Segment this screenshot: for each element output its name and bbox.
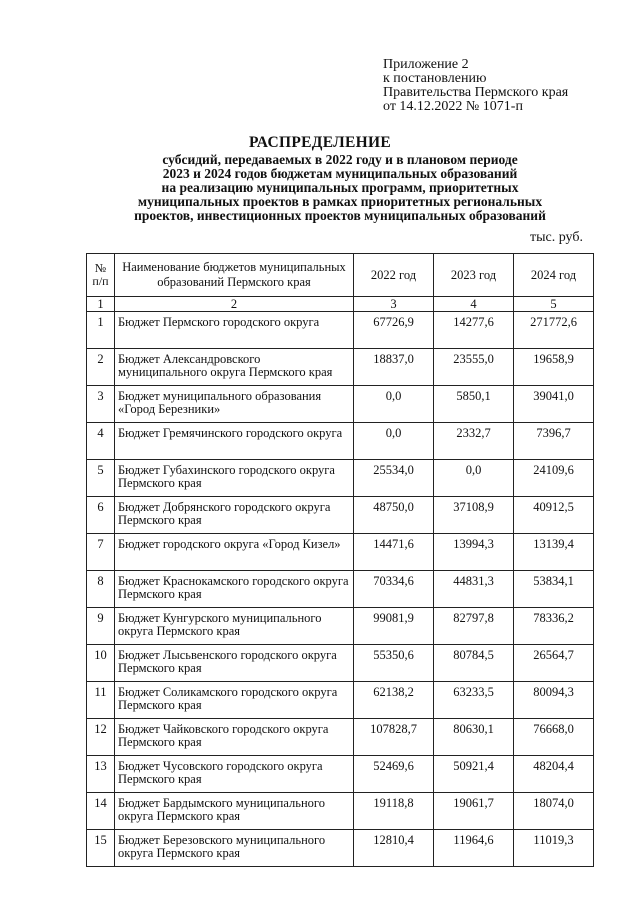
column-number: 5 xyxy=(514,297,594,312)
table-body xyxy=(87,312,594,867)
row-value-2022: 18837,0 xyxy=(354,349,434,386)
row-budget-name: Бюджет Лысьвенского городского округа Пермского края xyxy=(115,645,354,682)
row-number: 2 xyxy=(87,349,115,386)
table-row xyxy=(87,497,594,534)
row-budget-name: Бюджет Чусовского городского округа Пермского края xyxy=(115,756,354,793)
row-value-2022: 70334,6 xyxy=(354,571,434,608)
row-budget-name: Бюджет Гремячинского городского округа xyxy=(115,423,354,460)
row-budget-name: Бюджет Краснокамского городского округа Пермского края xyxy=(115,571,354,608)
table-row xyxy=(87,793,594,830)
row-budget-name: Бюджет Губахинского городского округа Пермского края xyxy=(115,460,354,497)
row-number: 3 xyxy=(87,386,115,423)
column-number: 1 xyxy=(87,297,115,312)
row-number: 13 xyxy=(87,756,115,793)
row-number: 11 xyxy=(87,682,115,719)
row-value-2024: 80094,3 xyxy=(514,682,594,719)
row-value-2024: 19658,9 xyxy=(514,349,594,386)
appendix-line-3: Правительства Пермского края xyxy=(383,85,569,100)
table-row xyxy=(87,460,594,497)
row-number: 5 xyxy=(87,460,115,497)
row-budget-name: Бюджет Соликамского городского округа Пермского края xyxy=(115,682,354,719)
subtitle-line: проектов, инвестиционных проектов муниципальных образований xyxy=(134,208,546,223)
subtitle-line: 2023 и 2024 годов бюджетам муниципальных образований xyxy=(162,166,518,181)
units-label: тыс. руб. xyxy=(530,230,583,245)
table-row xyxy=(87,349,594,386)
header-2023: 2023 год xyxy=(434,254,514,297)
row-value-2024: 76668,0 xyxy=(514,719,594,756)
row-value-2023: 0,0 xyxy=(434,460,514,497)
row-number: 1 xyxy=(87,312,115,349)
row-value-2024: 271772,6 xyxy=(514,312,594,349)
row-value-2022: 67726,9 xyxy=(354,312,434,349)
row-value-2022: 62138,2 xyxy=(354,682,434,719)
row-value-2023: 80784,5 xyxy=(434,645,514,682)
row-value-2023: 2332,7 xyxy=(434,423,514,460)
row-value-2024: 7396,7 xyxy=(514,423,594,460)
row-value-2024: 39041,0 xyxy=(514,386,594,423)
table-row xyxy=(87,719,594,756)
table-row xyxy=(87,386,594,423)
row-value-2024: 13139,4 xyxy=(514,534,594,571)
document-subtitle xyxy=(90,153,590,223)
column-number: 2 xyxy=(115,297,354,312)
distribution-table xyxy=(86,253,594,867)
appendix-line-4: от 14.12.2022 № 1071-п xyxy=(383,99,523,114)
column-number: 4 xyxy=(434,297,514,312)
row-number: 10 xyxy=(87,645,115,682)
row-number: 15 xyxy=(87,830,115,867)
row-value-2022: 99081,9 xyxy=(354,608,434,645)
appendix-line-1: Приложение 2 xyxy=(383,57,469,72)
row-value-2024: 26564,7 xyxy=(514,645,594,682)
row-value-2023: 37108,9 xyxy=(434,497,514,534)
header-2024: 2024 год xyxy=(514,254,594,297)
row-value-2023: 5850,1 xyxy=(434,386,514,423)
row-number: 12 xyxy=(87,719,115,756)
row-budget-name: Бюджет муниципального образования «Город Березники» xyxy=(115,386,354,423)
row-budget-name: Бюджет Добрянского городского округа Пермского края xyxy=(115,497,354,534)
header-2022: 2022 год xyxy=(354,254,434,297)
row-value-2023: 19061,7 xyxy=(434,793,514,830)
header-num: № п/п xyxy=(87,254,115,297)
row-budget-name: Бюджет Александровского муниципального округа Пермского края xyxy=(115,349,354,386)
row-value-2023: 82797,8 xyxy=(434,608,514,645)
column-number: 3 xyxy=(354,297,434,312)
row-value-2022: 25534,0 xyxy=(354,460,434,497)
appendix-line-2: к постановлению xyxy=(383,71,487,86)
row-value-2022: 12810,4 xyxy=(354,830,434,867)
row-value-2024: 53834,1 xyxy=(514,571,594,608)
subtitle-line: на реализацию муниципальных программ, приоритетных xyxy=(161,180,519,195)
row-number: 14 xyxy=(87,793,115,830)
row-value-2024: 78336,2 xyxy=(514,608,594,645)
table-row xyxy=(87,423,594,460)
row-value-2023: 13994,3 xyxy=(434,534,514,571)
row-number: 8 xyxy=(87,571,115,608)
row-budget-name: Бюджет Кунгурского муниципального округа Пермского края xyxy=(115,608,354,645)
document-title: РАСПРЕДЕЛЕНИЕ xyxy=(249,134,391,151)
row-value-2022: 0,0 xyxy=(354,386,434,423)
row-value-2022: 52469,6 xyxy=(354,756,434,793)
header-name: Наименование бюджетов муниципальных образований Пермского края xyxy=(115,254,354,297)
row-budget-name: Бюджет городского округа «Город Кизел» xyxy=(115,534,354,571)
row-value-2022: 55350,6 xyxy=(354,645,434,682)
row-budget-name: Бюджет Бардымского муниципального округа Пермского края xyxy=(115,793,354,830)
row-budget-name: Бюджет Пермского городского округа xyxy=(115,312,354,349)
row-number: 7 xyxy=(87,534,115,571)
table-header-row xyxy=(87,254,594,297)
row-value-2024: 40912,5 xyxy=(514,497,594,534)
row-value-2022: 107828,7 xyxy=(354,719,434,756)
appendix-block xyxy=(383,58,568,114)
table-row xyxy=(87,830,594,867)
row-value-2022: 19118,8 xyxy=(354,793,434,830)
table-row xyxy=(87,571,594,608)
row-value-2023: 23555,0 xyxy=(434,349,514,386)
row-value-2022: 48750,0 xyxy=(354,497,434,534)
table-row xyxy=(87,312,594,349)
row-value-2023: 63233,5 xyxy=(434,682,514,719)
table-row xyxy=(87,682,594,719)
table-row xyxy=(87,756,594,793)
row-budget-name: Бюджет Чайковского городского округа Пермского края xyxy=(115,719,354,756)
row-number: 6 xyxy=(87,497,115,534)
row-value-2022: 0,0 xyxy=(354,423,434,460)
table-row xyxy=(87,645,594,682)
row-number: 9 xyxy=(87,608,115,645)
subtitle-line: субсидий, передаваемых в 2022 году и в плановом периоде xyxy=(162,152,518,167)
row-value-2023: 80630,1 xyxy=(434,719,514,756)
row-number: 4 xyxy=(87,423,115,460)
row-value-2024: 18074,0 xyxy=(514,793,594,830)
row-value-2023: 44831,3 xyxy=(434,571,514,608)
row-value-2023: 50921,4 xyxy=(434,756,514,793)
row-value-2024: 48204,4 xyxy=(514,756,594,793)
table-row xyxy=(87,608,594,645)
row-value-2024: 11019,3 xyxy=(514,830,594,867)
row-value-2024: 24109,6 xyxy=(514,460,594,497)
table-row xyxy=(87,534,594,571)
row-value-2022: 14471,6 xyxy=(354,534,434,571)
row-value-2023: 14277,6 xyxy=(434,312,514,349)
column-number-row xyxy=(87,297,594,312)
row-budget-name: Бюджет Березовского муниципального округа Пермского края xyxy=(115,830,354,867)
subtitle-line: муниципальных проектов в рамках приоритетных региональных xyxy=(137,194,543,209)
row-value-2023: 11964,6 xyxy=(434,830,514,867)
